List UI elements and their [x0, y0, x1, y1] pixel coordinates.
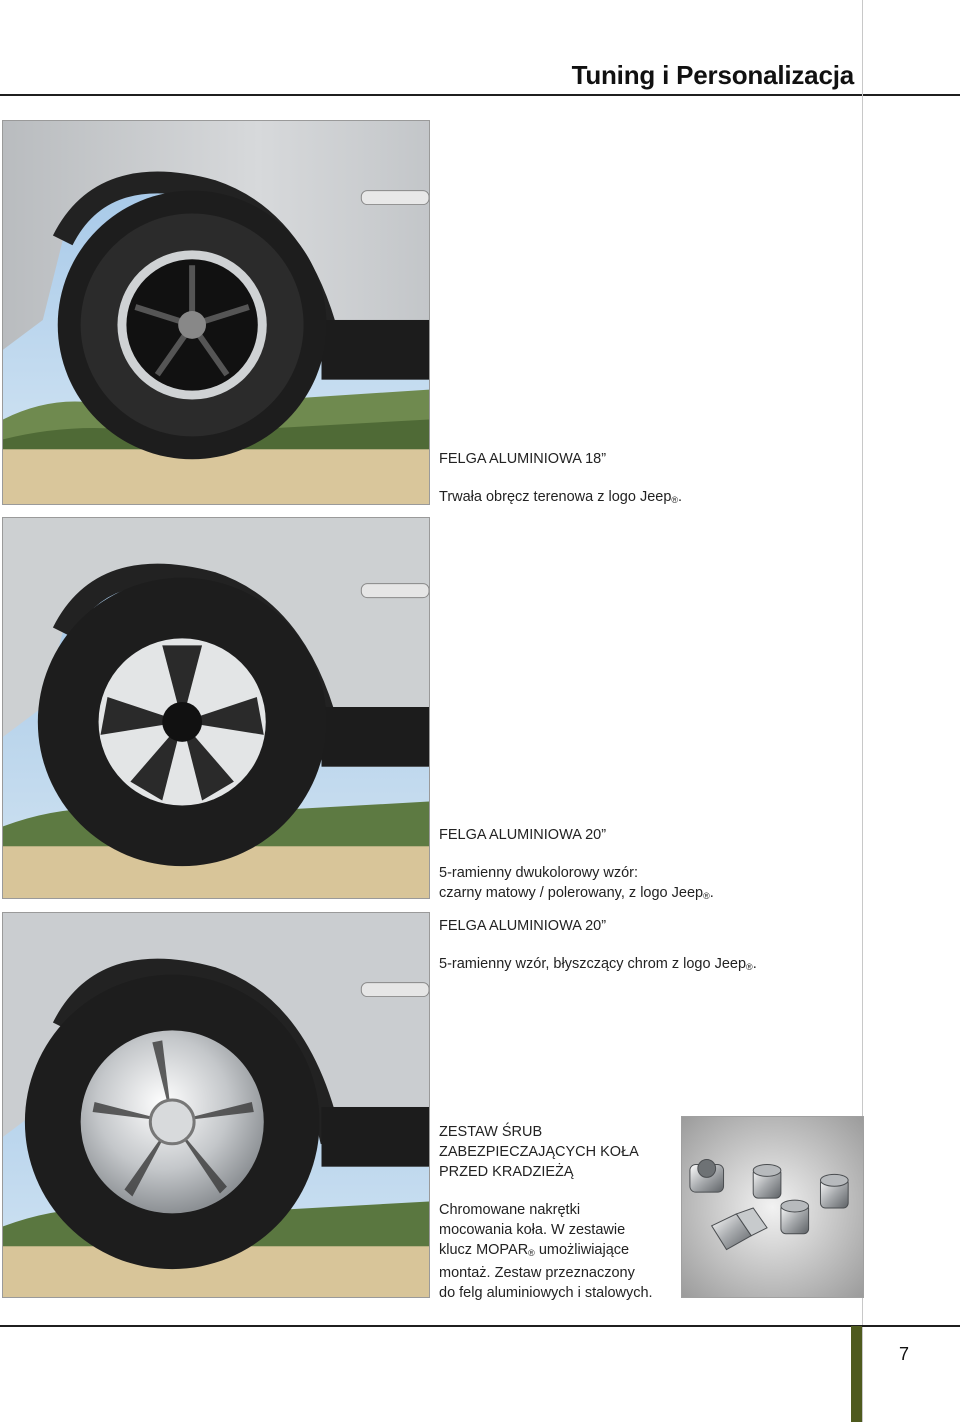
page-number: 7	[899, 1344, 910, 1364]
product-heading: FELGA ALUMINIOWA 20”	[439, 827, 607, 843]
description-line: 5-ramienny dwukolorowy wzór:	[439, 865, 639, 881]
header-rule	[0, 94, 960, 96]
description-line: Chromowane nakrętki	[439, 1202, 581, 1218]
wheel-photo-20-two-tone	[2, 517, 430, 899]
product-locking-nuts	[439, 1122, 679, 1303]
product-description	[439, 954, 829, 977]
description-line: Trwała obręcz terenowa z logo Jeep	[439, 489, 672, 505]
description-line: mocowania koła. W zestawie	[439, 1222, 626, 1238]
product-20-two-tone	[439, 825, 829, 906]
product-heading: FELGA ALUMINIOWA 18”	[439, 451, 607, 467]
description-line: .	[678, 489, 683, 505]
registered-mark: ®	[528, 1248, 535, 1258]
product-heading: FELGA ALUMINIOWA 20”	[439, 918, 607, 934]
description-line: 5-ramienny wzór, błyszczący chrom z logo Jeep	[439, 956, 747, 972]
description-line: .	[752, 956, 757, 972]
product-18-black	[439, 449, 829, 510]
registered-mark: ®	[703, 891, 710, 901]
wheel-photo-18-black	[2, 120, 430, 505]
description-line: montaż. Zestaw przeznaczony	[439, 1265, 635, 1281]
product-description	[439, 487, 829, 510]
wheel-photo-20-chrome	[2, 912, 430, 1298]
page-title: Tuning i Personalizacja	[571, 60, 854, 90]
product-heading	[439, 1122, 679, 1182]
registered-mark: ®	[746, 962, 753, 972]
description-line: .	[709, 885, 714, 901]
locking-lug-nuts-photo	[681, 1116, 864, 1298]
description-line: umożliwiające	[538, 1242, 630, 1258]
footer-rule	[0, 1325, 960, 1327]
description-line: klucz MOPAR	[439, 1242, 529, 1258]
description-line: do felg aluminiowych i stalowych.	[439, 1285, 653, 1301]
section-accent-bar	[851, 1326, 862, 1422]
heading-line: ZABEZPIECZAJĄCYCH KOŁA	[439, 1144, 639, 1160]
registered-mark: ®	[671, 495, 679, 505]
product-20-chrome	[439, 916, 829, 977]
product-description	[439, 863, 829, 906]
heading-line: PRZED KRADZIEŻĄ	[439, 1164, 574, 1180]
heading-line: ZESTAW ŚRUB	[439, 1124, 543, 1140]
product-description	[439, 1200, 679, 1303]
description-line: czarny matowy / polerowany, z logo Jeep	[439, 885, 704, 901]
